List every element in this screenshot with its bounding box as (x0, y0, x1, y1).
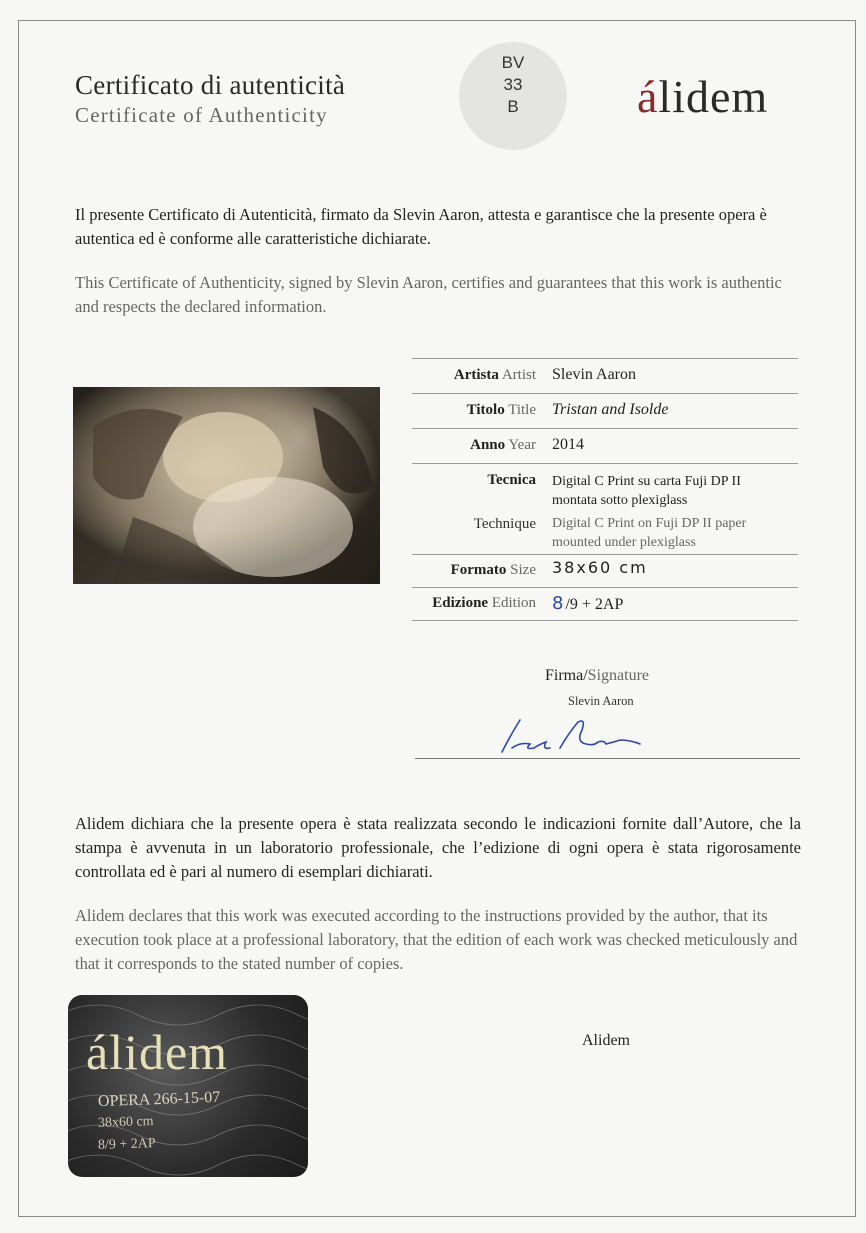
logo-accent: á (637, 71, 659, 122)
edition-label (432, 595, 536, 612)
edition-total: /9 + 2AP (565, 596, 624, 613)
hologram-brand: álidem (86, 1024, 229, 1080)
year-label-en: Year (508, 437, 536, 453)
hologram-opera-number: OPERA 266-15-07 (97, 1088, 221, 1111)
intro-italian: Il presente Certificato di Autenticità, firmato da Slevin Aaron, attesta e garantisce che la presente opera è autentica ed è conforme alle caratteristiche dichiarate. (75, 205, 767, 248)
edition-label-en: Edition (491, 595, 536, 611)
row-artist (412, 358, 798, 393)
year-label (470, 437, 536, 454)
year-value: 2014 (552, 436, 584, 453)
title-label-en: Title (508, 402, 536, 418)
row-year (412, 428, 798, 463)
stamp-line-3: B (507, 97, 519, 116)
details-table (412, 358, 798, 621)
size-value-handwritten: 38x60 cm (552, 558, 648, 577)
size-label-en: Size (510, 562, 536, 578)
technique-label-it (487, 472, 536, 489)
stamp-line-1: BV (501, 53, 525, 72)
title-italian: Certificato di autenticità (75, 70, 346, 100)
stamp-line-2: 33 (503, 75, 523, 94)
title-label (467, 402, 536, 419)
registration-stamp (459, 42, 567, 150)
logo-rest: lidem (658, 71, 769, 122)
declaration-italian: Alidem dichiara che la presente opera è stata realizzata secondo le indicazioni fornite dall’Autore, che la stampa è avvenuta in un laboratorio professionale, che l’edizione di ogni opera è stata rigorosamente controllata ed è pari al numero di esemplari dichiarati. (75, 814, 801, 881)
signature-title (545, 667, 649, 685)
hologram-edition: 8/9 + 2AP (97, 1135, 156, 1154)
intro-english: This Certificate of Authenticity, signed by Slevin Aaron, certifies and guarantees that this work is authentic and respects the declared information. (75, 273, 782, 316)
title-label-it: Titolo (466, 402, 505, 418)
signature-title-en: Signature (587, 667, 649, 684)
technique-value-it (552, 472, 741, 510)
artist-label-it: Artista (453, 367, 499, 383)
row-edition (412, 587, 798, 621)
edition-label-it: Edizione (432, 595, 489, 611)
artist-label-en: Artist (501, 367, 536, 383)
artwork-photo (73, 387, 380, 584)
declaration-english: Alidem declares that this work was executed according to the instructions provided by the author, that its execution took place at a professional laboratory, that the edition of each work was checked meticulously and that it corresponds to the stated number of copies. (75, 906, 798, 973)
title-value: Tristan and Isolde (552, 401, 669, 418)
technique-label-en-text: Technique (473, 516, 536, 532)
artist-value: Slevin Aaron (552, 366, 636, 383)
technique-label-it-text: Tecnica (487, 472, 536, 488)
signer-name: Slevin Aaron (568, 694, 634, 708)
artwork-illustration (73, 387, 380, 584)
title-english: Certificate of Authenticity (75, 103, 328, 127)
technique-it-line-2: montata sotto plexiglass (552, 493, 688, 508)
technique-en-line-2: mounted under plexiglass (552, 535, 696, 550)
technique-label-en (474, 516, 536, 533)
size-label (451, 562, 536, 579)
row-title (412, 393, 798, 428)
technique-it-line-1: Digital C Print su carta Fuji DP II (552, 474, 741, 489)
handwritten-signature (490, 714, 650, 760)
technique-value-en (552, 514, 746, 552)
artist-label (454, 367, 536, 384)
alidem-logo (637, 70, 768, 123)
hologram-size: 38x60 cm (97, 1114, 154, 1131)
size-label-it: Formato (450, 562, 507, 578)
hologram-seal (68, 995, 308, 1177)
signature-title-it: Firma/ (545, 667, 588, 684)
technique-en-line-1: Digital C Print on Fuji DP II paper (552, 516, 747, 531)
year-label-it: Anno (470, 437, 506, 453)
signature-line (415, 758, 800, 759)
row-technique (412, 463, 798, 554)
alidem-signoff: Alidem (582, 1032, 630, 1049)
edition-value (552, 593, 623, 614)
row-size (412, 554, 798, 587)
edition-number-handwritten: 8 (552, 593, 566, 614)
